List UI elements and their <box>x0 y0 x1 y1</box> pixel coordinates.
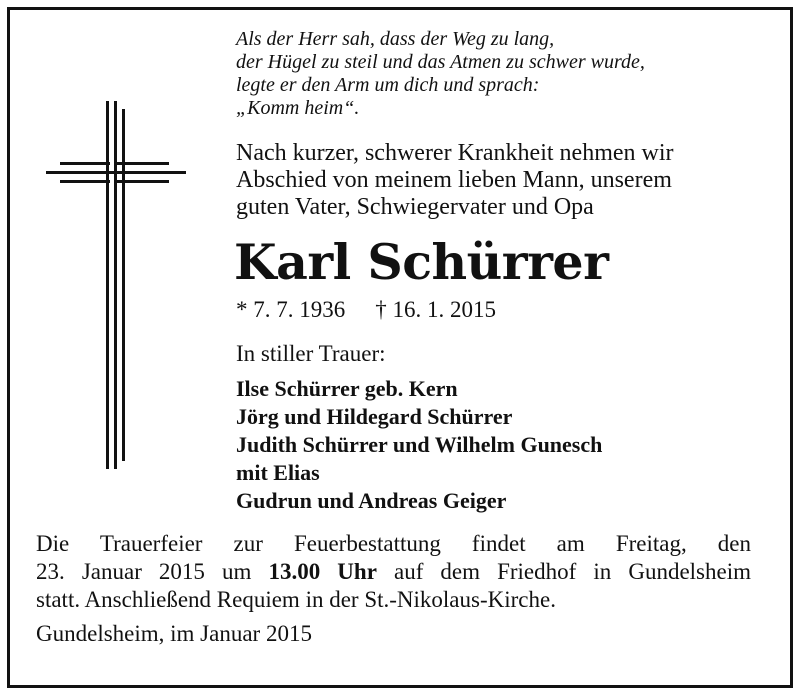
cross-icon <box>36 93 186 473</box>
mourning-label: In stiller Trauer: <box>236 341 386 366</box>
intro-line: Abschied von meinem lieben Mann, unserem <box>236 167 672 193</box>
mourner-line: Gudrun und Andreas Geiger <box>236 488 507 513</box>
mourner-line: mit Elias <box>236 460 320 485</box>
ceremony-date: 23. Januar 2015 um <box>36 559 269 584</box>
death-date: † 16. 1. 2015 <box>375 297 496 322</box>
ceremony-line <box>36 558 751 586</box>
mourner-line: Ilse Schürrer geb. Kern <box>236 376 458 401</box>
ceremony-line: Die Trauerfeier zur Feuerbestattung findet am Freitag, den <box>36 531 751 556</box>
mourner-line: Judith Schürrer und Wilhelm Gunesch <box>236 432 603 457</box>
poem-line: „Komm heim“. <box>236 97 360 119</box>
ceremony-line: statt. Anschließend Requiem in der St.-Nikolaus-Kirche. <box>36 587 556 612</box>
ceremony-time: 13.00 Uhr <box>268 559 377 584</box>
poem <box>236 28 766 120</box>
poem-line: der Hügel zu steil und das Atmen zu schwer wurde, <box>236 51 645 73</box>
ceremony-location: auf dem Friedhof in Gundelsheim <box>376 559 751 584</box>
poem-line: legte er den Arm um dich und sprach: <box>236 74 540 96</box>
mourners-list <box>236 375 602 515</box>
intro-text <box>236 140 766 221</box>
intro-line: guten Vater, Schwiegervater und Opa <box>236 194 594 220</box>
place-date: Gundelsheim, im Januar 2015 <box>36 621 312 646</box>
deceased-name: Karl Schürrer <box>234 233 609 291</box>
mourner-line: Jörg und Hildegard Schürrer <box>236 404 513 429</box>
life-dates <box>236 296 496 324</box>
ceremony-notice <box>36 530 751 614</box>
birth-date: * 7. 7. 1936 <box>236 297 346 322</box>
intro-line: Nach kurzer, schwerer Krankheit nehmen wir <box>236 140 674 166</box>
poem-line: Als der Herr sah, dass der Weg zu lang, <box>236 28 555 50</box>
